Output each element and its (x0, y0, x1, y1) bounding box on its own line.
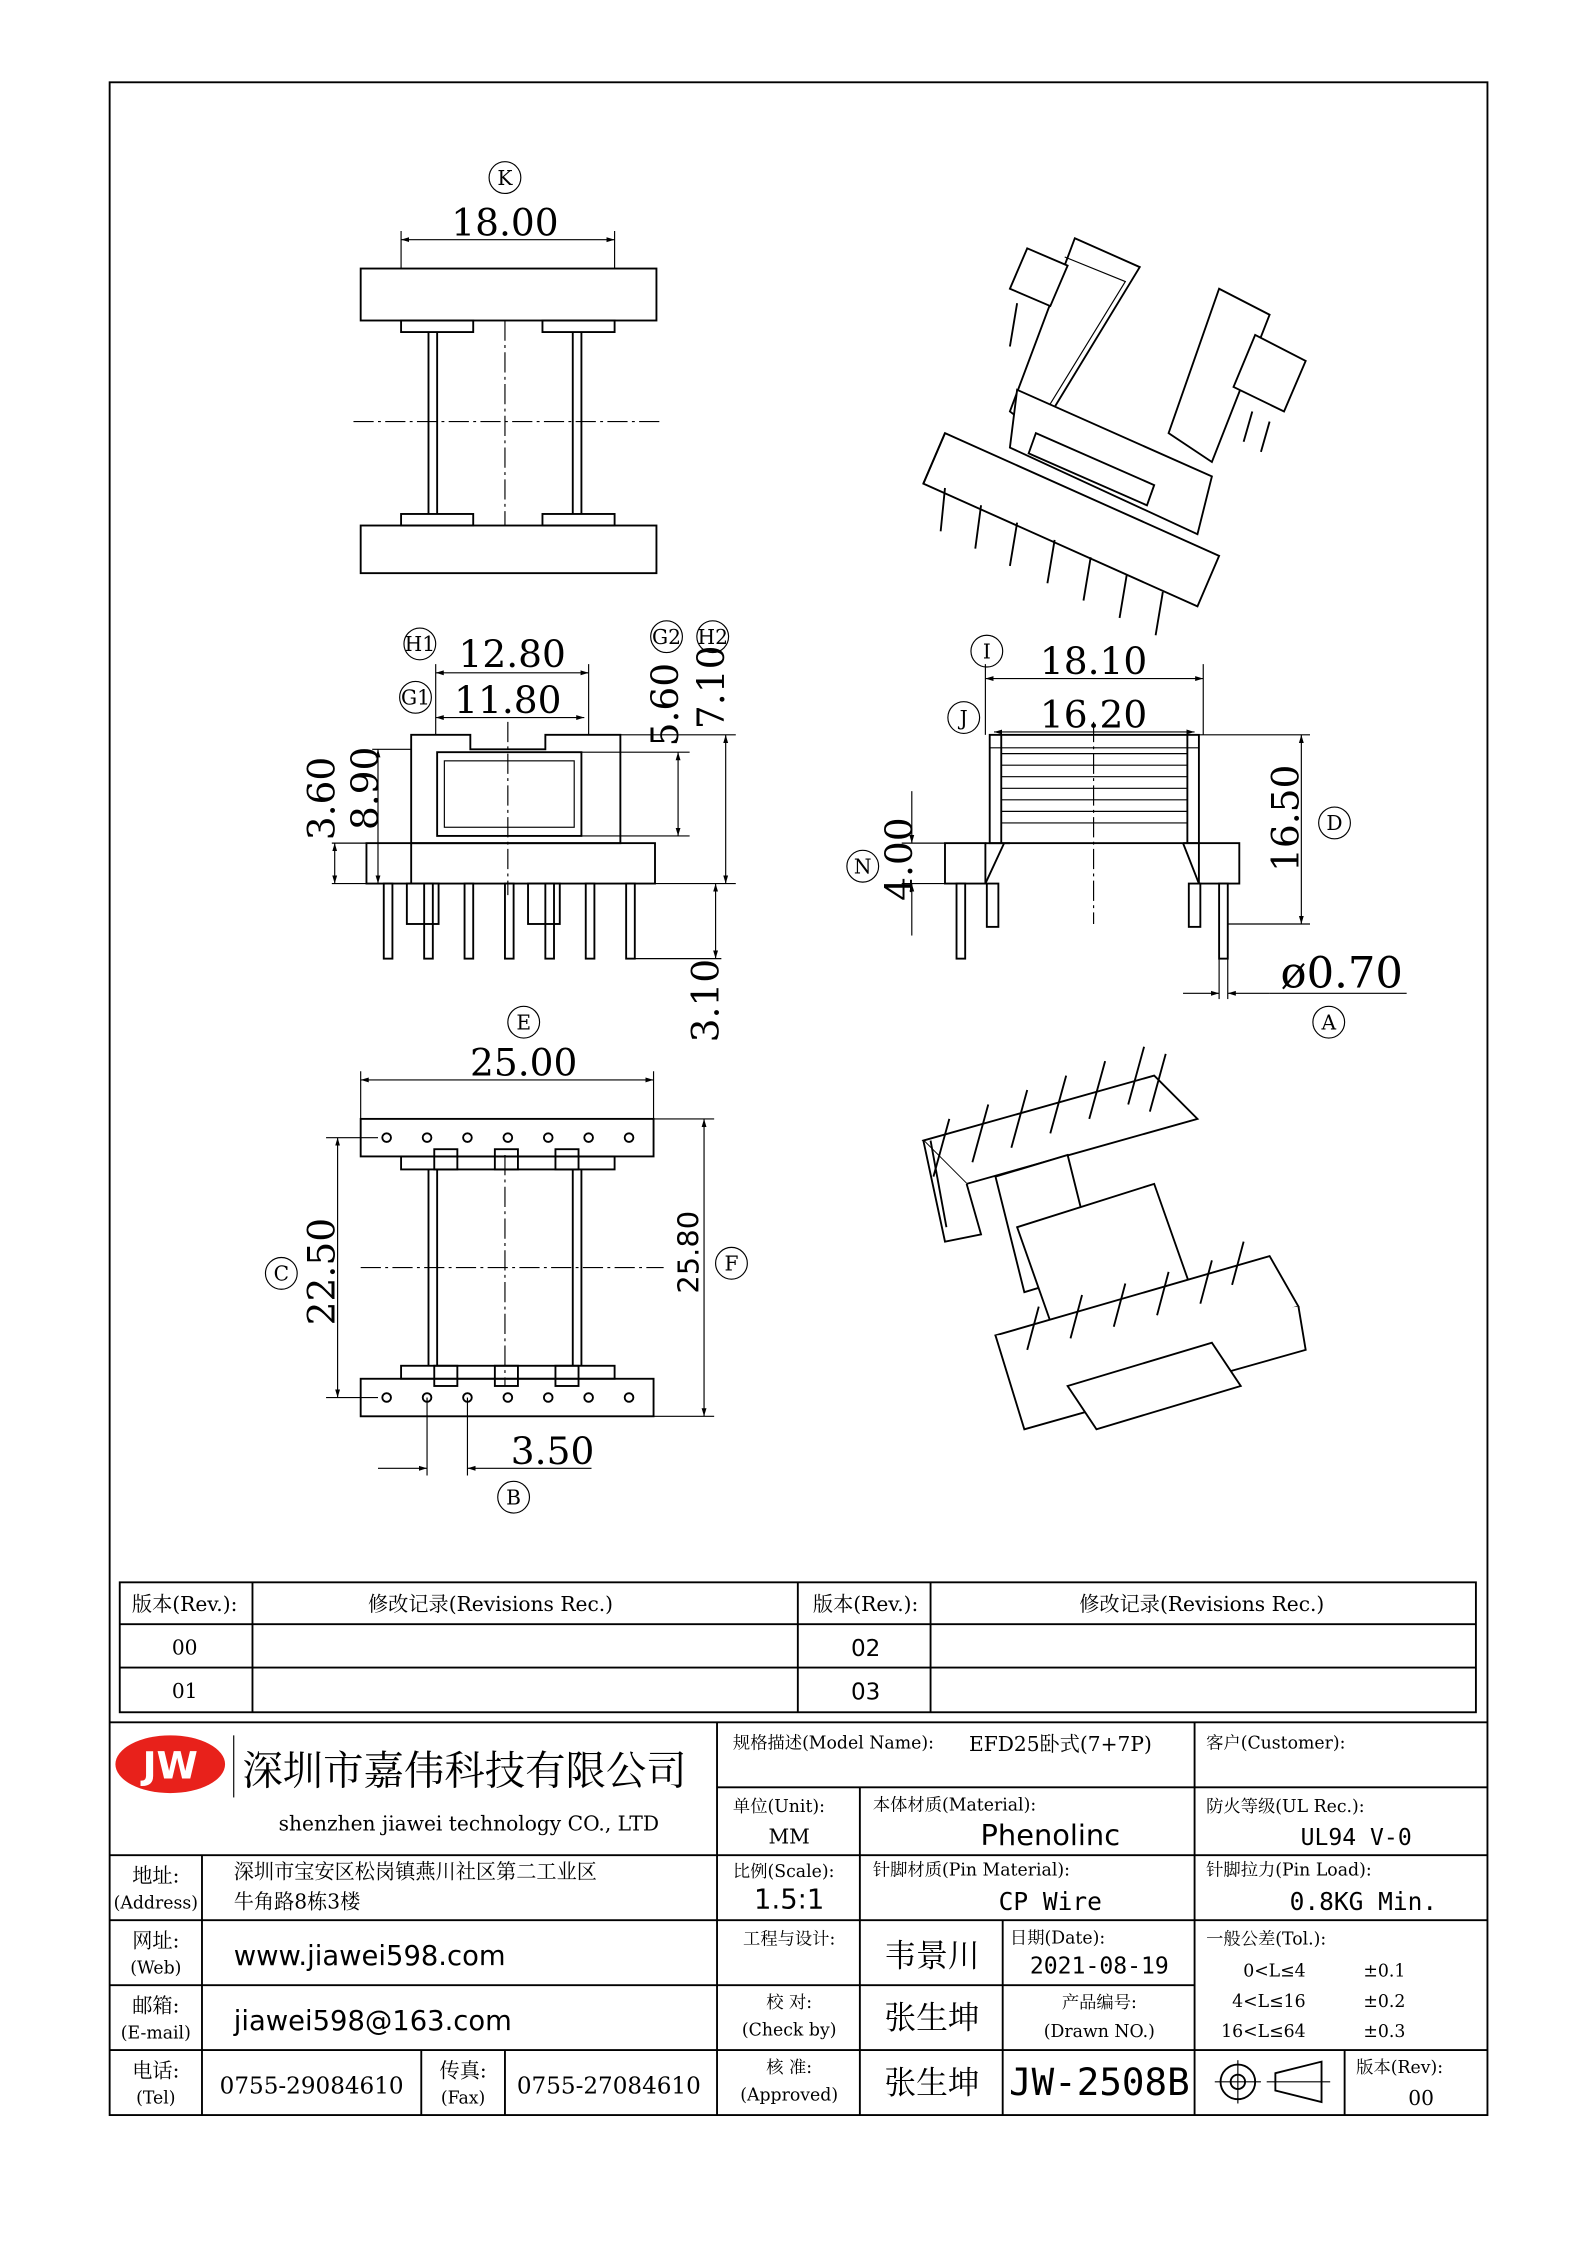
projection-symbol-icon (1215, 2060, 1330, 2103)
dim-k-value: 18.00 (451, 200, 559, 245)
side-view (847, 635, 1407, 1038)
customer-label: 客户(Customer): (1206, 1733, 1346, 1754)
dim-c-value: 22.50 (299, 1217, 344, 1326)
design-label: 工程与设计: (743, 1929, 836, 1950)
marker-k: K (497, 165, 513, 190)
dim-n-value: 4.00 (876, 817, 921, 901)
rev-row-00: 00 (171, 1635, 198, 1660)
rev-row-02: 02 (850, 1635, 881, 1662)
tol-value-1: ±0.1 (1363, 1961, 1406, 1982)
rev-row-01: 01 (171, 1678, 198, 1703)
email-label: 邮箱: (132, 1993, 180, 2018)
dim-g1-value: 11.80 (454, 678, 562, 723)
dim-b-value: 3.50 (510, 1428, 595, 1473)
check-label-en: (Check by) (741, 2020, 837, 2041)
model-label: 规格描述(Model Name): (732, 1733, 934, 1754)
unit-value: MM (768, 1824, 810, 1849)
tol-range-2: 4<L≤16 (1232, 1991, 1306, 2012)
fax-label-en: (Fax) (440, 2088, 486, 2109)
marker-c: C (273, 1261, 290, 1286)
pin-load-label: 针脚拉力(Pin Load): (1206, 1860, 1372, 1881)
tol-value-2: ±0.2 (1363, 1991, 1406, 2012)
dim-f-value: 25.80 (671, 1210, 706, 1294)
dim-8-90-value: 8.90 (343, 746, 387, 831)
dim-3-10-value: 3.10 (683, 958, 728, 1043)
rev-row-03: 03 (850, 1679, 881, 1706)
isometric-view-top (923, 238, 1305, 635)
tol-label: 一般公差(Tol.): (1206, 1929, 1327, 1950)
email-address[interactable]: jiawei598@163.com (233, 2005, 512, 2037)
approve-label-en: (Approved) (740, 2085, 839, 2106)
front-pins (384, 884, 635, 959)
marker-i: I (982, 639, 991, 664)
tol-range-1: 0<L≤4 (1243, 1961, 1306, 1982)
dim-3-60-value: 3.60 (299, 756, 344, 841)
date-value: 2021-08-19 (1029, 1953, 1169, 1980)
drawn-no-label-en: (Drawn NO.) (1043, 2022, 1155, 2043)
address-label-en: (Address) (113, 1893, 198, 1914)
rec-header-left: 修改记录(Revisions Rec.) (367, 1592, 614, 1617)
pin-load-value: 0.8KG Min. (1289, 1887, 1438, 1917)
tel-number: 0755-29084610 (219, 2073, 404, 2100)
dim-e-value: 25.00 (470, 1040, 578, 1085)
rev-header-left: 版本(Rev.): (131, 1592, 238, 1617)
marker-g2: G2 (652, 624, 682, 649)
dim-d-value: 16.50 (1263, 764, 1308, 873)
revision-table (120, 1582, 1476, 1712)
company-logo (115, 1735, 225, 1793)
marker-b: B (506, 1485, 522, 1510)
dim-j-value: 16.20 (1039, 692, 1148, 737)
checker-name: 张生坤 (884, 2000, 980, 2037)
web-url[interactable]: www.jiawei598.com (233, 1940, 506, 1972)
designer-name: 韦景川 (884, 1938, 980, 1975)
fax-label: 传真: (439, 2058, 487, 2083)
tol-range-3: 16<L≤64 (1221, 2022, 1306, 2043)
company-name-cn: 深圳市嘉伟科技有限公司 (242, 1746, 687, 1795)
rev-value: 00 (1408, 2085, 1434, 2110)
dim-h1-value: 12.80 (458, 631, 566, 677)
material-value: Phenolinc (980, 1818, 1121, 1853)
marker-f: F (724, 1251, 739, 1276)
tel-label-en: (Tel) (136, 2088, 176, 2109)
address-line-2: 牛角路8栋3楼 (233, 1889, 361, 1914)
material-label: 本体材质(Material): (872, 1795, 1037, 1816)
marker-d: D (1326, 811, 1343, 836)
email-label-en: (E-mail) (120, 2023, 191, 2044)
marker-h2: H2 (697, 624, 728, 649)
logo-text: JW (142, 1743, 198, 1788)
approve-label: 核 准: (766, 2058, 813, 2079)
address-line-1: 深圳市宝安区松岗镇燕川社区第二工业区 (233, 1859, 597, 1884)
dim-g2-value: 5.60 (643, 662, 688, 747)
pin-holes-top (382, 1133, 633, 1142)
dim-h2-value: 7.10 (689, 645, 734, 730)
scale-label: 比例(Scale): (732, 1861, 835, 1882)
ul-label: 防火等级(UL Rec.): (1206, 1796, 1365, 1817)
marker-n: N (853, 854, 872, 879)
top-view (353, 162, 663, 573)
tel-label: 电话: (132, 2058, 180, 2083)
address-label: 地址: (132, 1863, 180, 1888)
approver-name: 张生坤 (884, 2065, 980, 2102)
title-block (110, 1722, 1488, 2115)
drawn-no-label: 产品编号: (1061, 1993, 1137, 2014)
unit-label: 单位(Unit): (732, 1796, 825, 1817)
rev-label: 版本(Rev): (1356, 2058, 1444, 2079)
company-name-en: shenzhen jiawei technology CO., LTD (278, 1811, 660, 1836)
model-value: EFD25卧式(7+7P) (968, 1732, 1152, 1757)
pin-material-label: 针脚材质(Pin Material): (872, 1860, 1070, 1881)
scale-value: 1.5:1 (754, 1884, 825, 1916)
drawing-number: JW-2508B (1009, 2059, 1190, 2104)
dim-i-value: 18.10 (1039, 639, 1148, 684)
bottom-view (265, 1006, 747, 1513)
web-label: 网址: (132, 1928, 180, 1953)
marker-g1: G1 (401, 685, 430, 710)
ul-value: UL94 V-0 (1300, 1825, 1412, 1852)
check-label: 校 对: (766, 1993, 813, 2014)
pin-holes-bottom (382, 1393, 633, 1402)
marker-h1: H1 (404, 632, 436, 657)
marker-a: A (1321, 1010, 1337, 1035)
rec-header-right: 修改记录(Revisions Rec.) (1079, 1592, 1325, 1617)
isometric-view-bottom (923, 1047, 1305, 1430)
tol-value-3: ±0.3 (1363, 2022, 1406, 2043)
date-label: 日期(Date): (1009, 1928, 1106, 1949)
web-label-en: (Web) (130, 1958, 182, 1979)
rev-header-right: 版本(Rev.): (812, 1592, 919, 1617)
front-view (300, 621, 736, 1043)
dim-a-value: ø0.70 (1280, 948, 1403, 999)
fax-number: 0755-27084610 (516, 2073, 701, 2100)
marker-e: E (516, 1010, 532, 1035)
marker-j: J (959, 705, 968, 730)
pin-material-value: CP Wire (998, 1887, 1102, 1917)
